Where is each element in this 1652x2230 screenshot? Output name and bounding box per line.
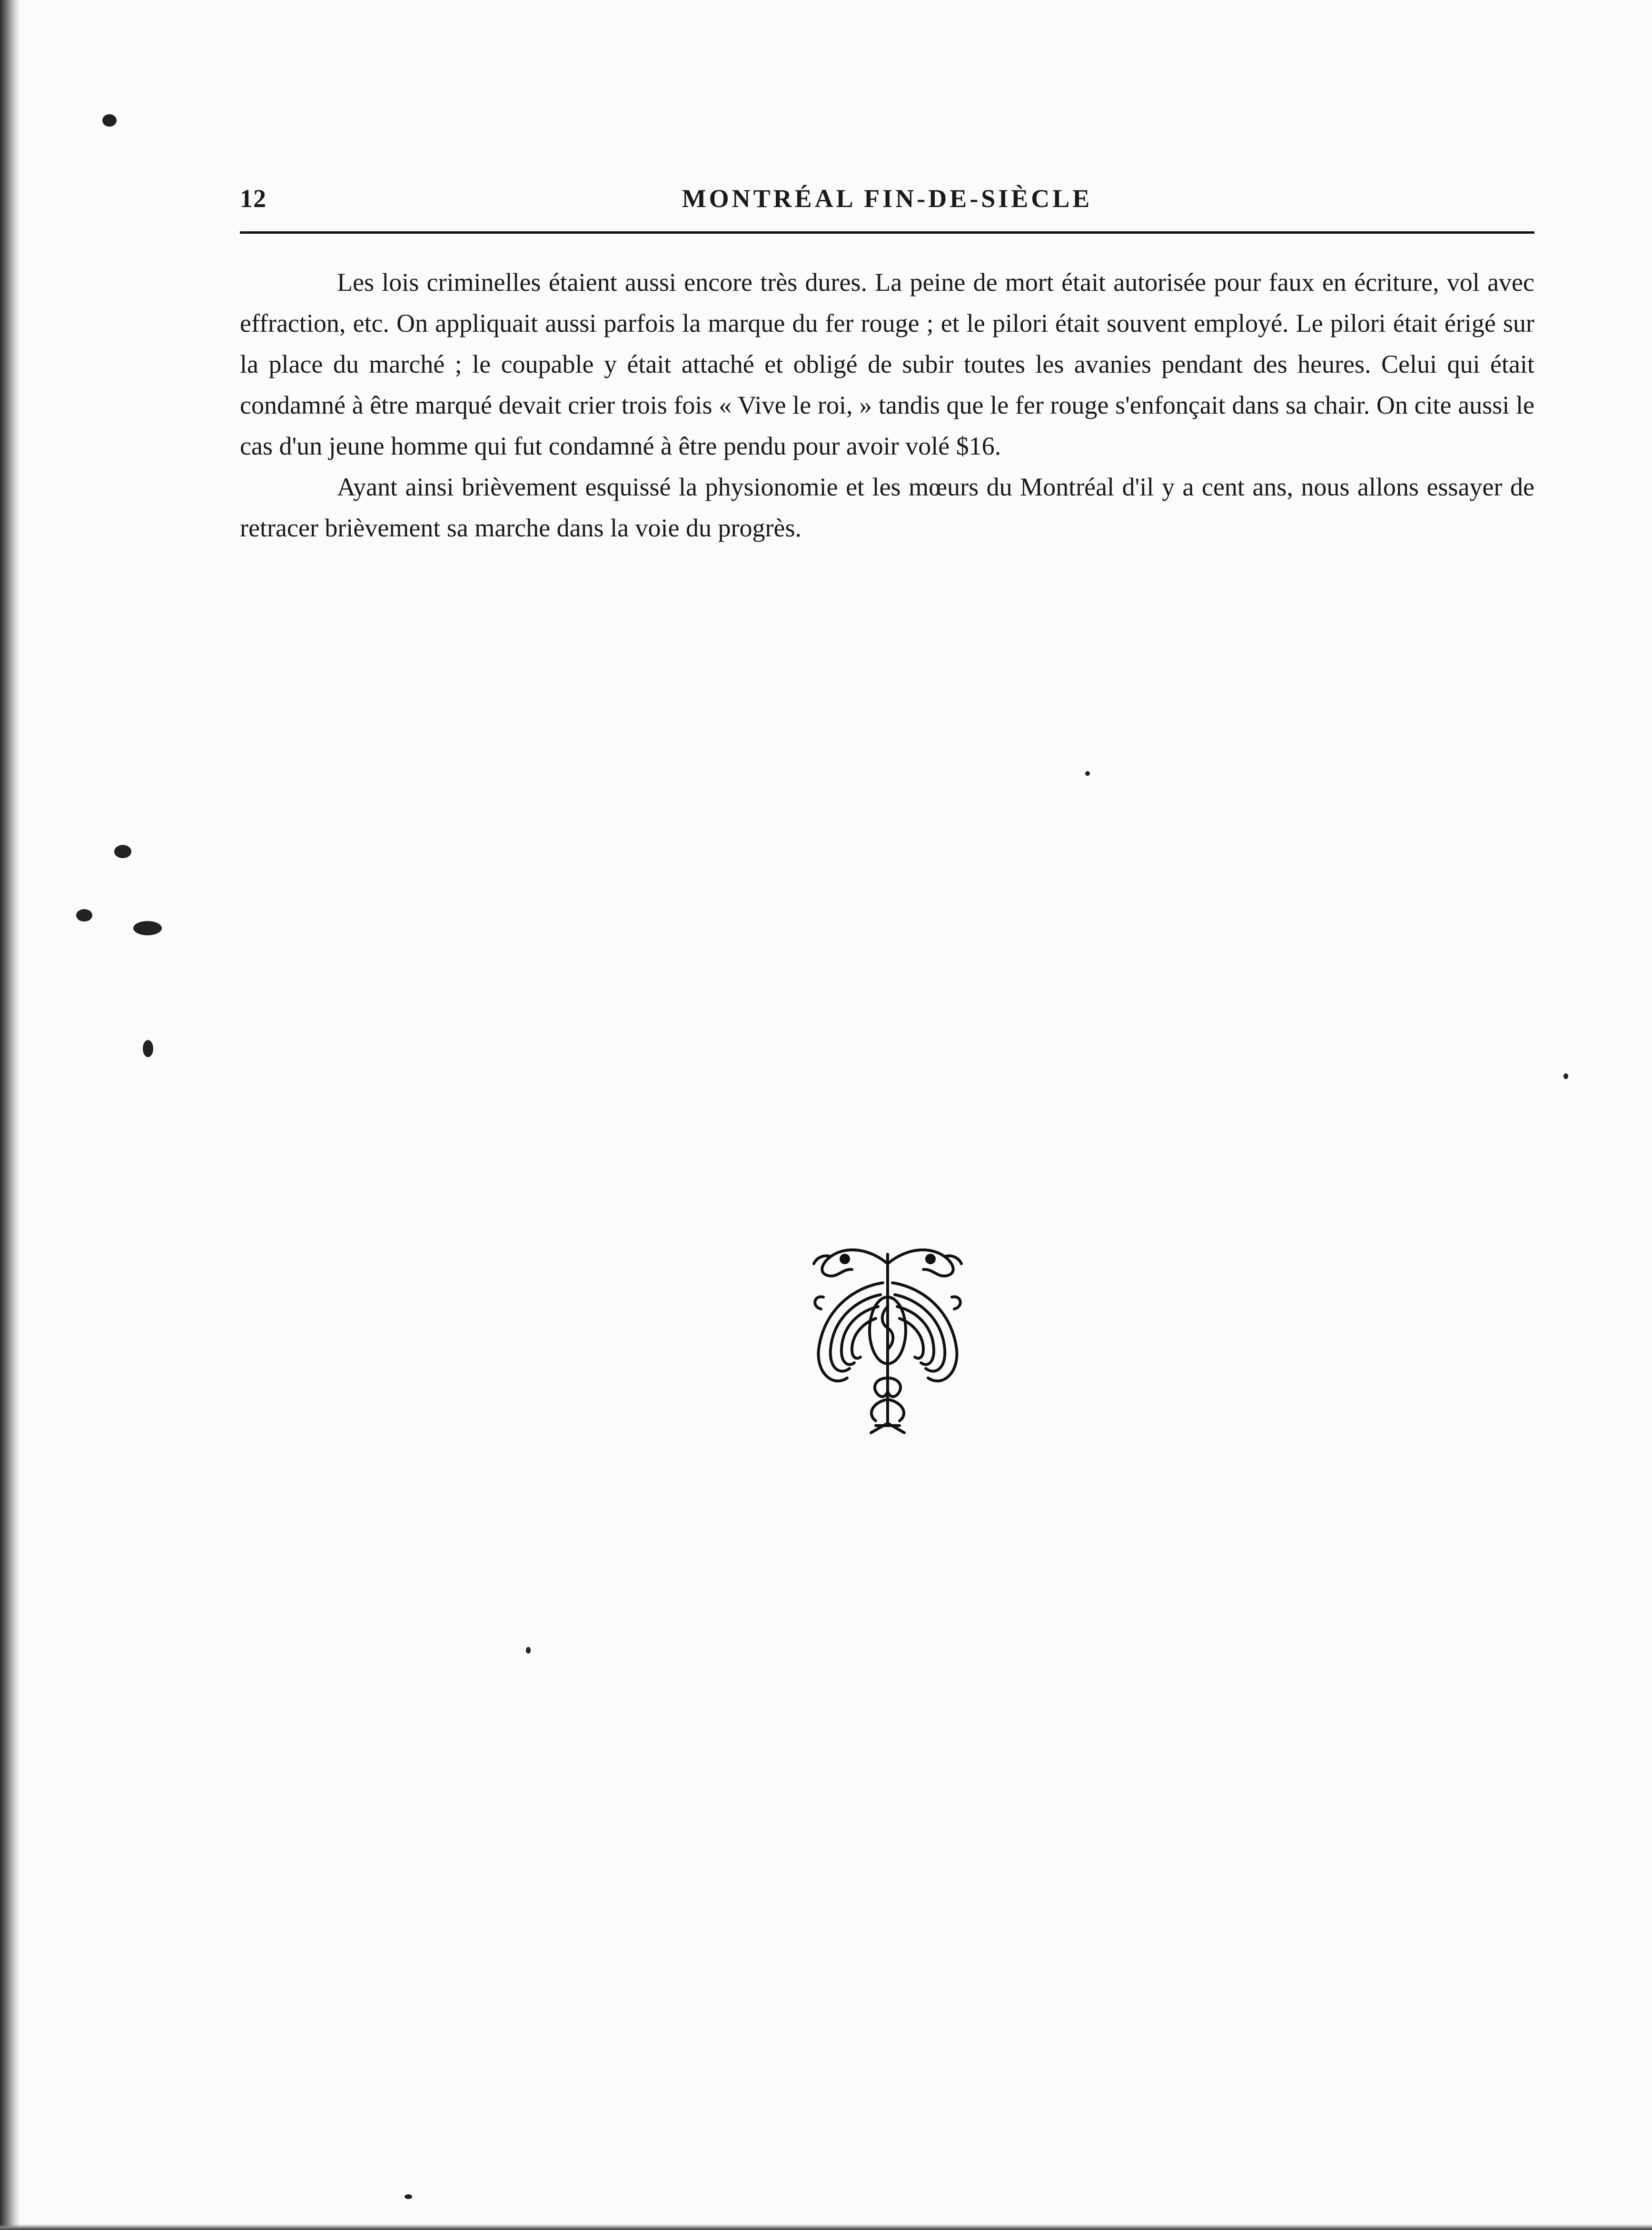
paragraph: Les lois criminelles étaient aussi encore très dures. La peine de mort était autorisée pour faux en écriture, vol avec effraction, etc. On appliquait aussi parfois la marque du fer rouge ; et le pilori était souvent employé. Le pilori était érigé sur la place du marché ; le coupable y était attaché et obligé de subir toutes les avanies pendant des heures. Celui qui était condamné à être marqué devait crier trois fois « Vive le roi, » tandis que le fer rouge s'enfonçait dans sa chair. On cite aussi le cas d'un jeune homme qui fut condamné à être pendu pour avoir volé $16.: [240, 268, 1534, 460]
ink-speck: [114, 845, 131, 858]
ink-speck: [133, 921, 162, 935]
ink-speck: [1563, 1073, 1568, 1079]
ink-speck: [1085, 771, 1090, 776]
ink-speck: [526, 1647, 531, 1654]
ink-speck: [143, 1040, 153, 1057]
header-rule: [240, 231, 1534, 234]
running-title: MONTRÉAL FIN-DE-SIÈCLE: [682, 184, 1093, 213]
paragraph: Ayant ainsi brièvement esquissé la physionomie et les mœurs du Montréal d'il y a cent ans, nous allons essayer de retracer brièvement sa marche dans la voie du progrès.: [240, 473, 1534, 542]
page-number: 12: [240, 184, 267, 213]
scan-shadow-left: [0, 0, 20, 2230]
ink-speck: [102, 114, 117, 127]
griffin-tailpiece-ornament-icon: [804, 1235, 971, 1440]
running-header: [240, 184, 1534, 222]
ink-speck: [405, 2194, 412, 2199]
ink-speck: [76, 909, 92, 922]
scan-shadow-bottom: [0, 2224, 1652, 2230]
body-text: [240, 262, 1534, 548]
